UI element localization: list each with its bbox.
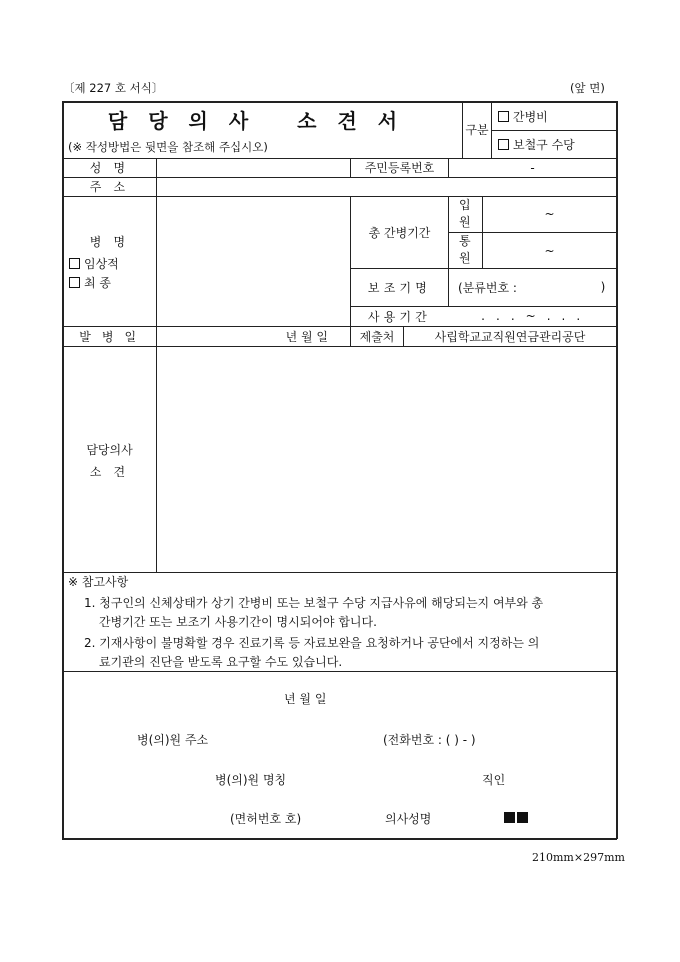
checkbox-icon[interactable] xyxy=(69,258,80,269)
submit-to-label: 제출처 xyxy=(359,329,395,344)
category-label: 구분 xyxy=(465,123,489,137)
outpatient-label: 통원 xyxy=(459,234,471,265)
note-item: 간병기간 또는 보조기 사용기간이 명시되어야 합니다. xyxy=(99,615,377,629)
hospital-address-label: 병(의)원 주소 xyxy=(137,733,209,747)
category-option-care-cost[interactable]: 간병비 xyxy=(498,102,616,130)
address-field[interactable] xyxy=(157,178,616,195)
hospital-name-label: 병(의)원 명칭 xyxy=(215,773,287,787)
care-period-label: 총 간병기간 xyxy=(368,225,431,240)
aid-class-end: ) xyxy=(600,280,606,294)
submit-to-value: 사립학교교직원연금관리공단 xyxy=(434,329,586,344)
disease-label: 병 명 xyxy=(89,234,130,249)
checkbox-icon[interactable] xyxy=(69,277,80,288)
name-label: 성 명 xyxy=(89,161,130,175)
opinion-field[interactable] xyxy=(157,347,616,571)
instructions-note: (※ 작성방법은 뒷면을 참조해 주십시오) xyxy=(68,140,268,154)
note-item: 료기관의 진단을 받도록 요구할 수도 있습니다. xyxy=(99,655,343,669)
resident-no-field[interactable]: - xyxy=(530,160,535,175)
onset-field[interactable]: 년 월 일 xyxy=(285,329,328,344)
inpatient-period-field[interactable]: ~ xyxy=(544,207,555,221)
license-number[interactable]: (면허번호 호) xyxy=(230,812,302,826)
checkbox-icon[interactable] xyxy=(498,111,509,122)
disease-option-final[interactable]: 최 종 xyxy=(69,274,111,291)
aid-class-label: (분류번호 : xyxy=(458,280,517,295)
opinion-label-1: 담당의사 xyxy=(86,442,133,457)
checkbox-icon[interactable] xyxy=(498,139,509,150)
note-item: 1. 청구인의 신체상태가 상기 간병비 또는 보철구 수당 지급사유에 해당되는지 여부와 총 xyxy=(84,596,544,610)
form-title: 담당의사 소견서 xyxy=(107,108,419,133)
note-item: 2. 기재사항이 불명확할 경우 진료기록 등 자료보완을 요청하거나 공단에서 지정하는 의 xyxy=(84,636,540,650)
inpatient-label: 입원 xyxy=(459,198,471,229)
page-side: (앞 면) xyxy=(570,81,605,95)
onset-label: 발 병 일 xyxy=(79,329,140,344)
seal-icon xyxy=(504,812,530,826)
sign-date[interactable]: 년 월 일 xyxy=(284,692,327,706)
resident-no-label: 주민등록번호 xyxy=(364,161,435,175)
doctor-name-label: 의사성명 xyxy=(385,812,432,826)
opinion-label-2: 소 견 xyxy=(89,464,130,479)
notes-heading: ※ 참고사항 xyxy=(68,575,129,589)
aid-label: 보조기명 xyxy=(367,280,432,295)
outpatient-period-field[interactable]: ~ xyxy=(544,243,555,258)
use-period-field[interactable]: . . . ~ . . . xyxy=(481,309,584,323)
disease-field[interactable] xyxy=(157,197,349,325)
name-field[interactable] xyxy=(157,159,349,176)
address-label: 주 소 xyxy=(89,180,130,194)
disease-option-clinical[interactable]: 임상적 xyxy=(69,255,119,272)
official-seal-label: 직인 xyxy=(482,773,506,787)
category-option-prosthesis[interactable]: 보철구 수당 xyxy=(498,131,616,158)
paper-size: 210mm×297mm xyxy=(532,851,625,864)
use-period-label: 사용기간 xyxy=(367,309,432,324)
phone-number[interactable]: (전화번호 : ( ) - ) xyxy=(383,733,476,747)
form-number: 〔제 227 호 서식〕 xyxy=(63,81,164,95)
